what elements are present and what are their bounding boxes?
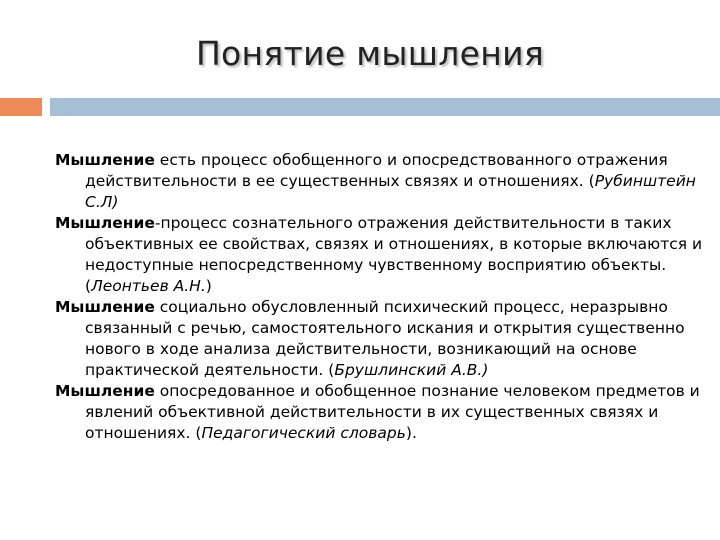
definition-item [55,381,707,444]
definition-text: социально обусловленный психический процесс, неразрывно связанный с речью, самостоятельного искания и открытия существенно нового в ходе анализа действительности, возникающий на основе практической деятельности. ( [85,298,685,379]
definition-term: Мышление [55,298,155,316]
definition-term: Мышление [55,214,155,232]
definition-item [55,150,707,213]
definition-text: есть процесс обобщенного и опосредствованного отражения действительности в ее существенных связях и отношениях. ( [85,151,668,190]
definition-source: Педагогический словарь [201,424,406,442]
definition-source: Брушлинский А.В.) [334,361,489,379]
blue-header-bar [50,98,720,116]
definition-term: Мышление [55,151,155,169]
orange-accent-bar [0,98,42,116]
definition-text: опосредованное и обобщенное познание человеком предметов и явлений объективной действительности в их существенных связях и отношениях. ( [85,382,700,442]
definition-item [55,297,707,381]
definition-tail: ) [205,277,212,295]
definition-term: Мышление [55,382,155,400]
definition-source: Леонтьев А.Н. [91,277,206,295]
slide-title: Понятие мышления [195,34,545,73]
definition-tail: ). [405,424,417,442]
definitions-list [55,150,707,444]
definition-source: Рубинштейн С.Л) [85,172,696,211]
definition-text: -процесс сознательного отражения действительности в таких объективных ее свойствах, связях и отношениях, в которые включаются и недоступные непосредственному чувственному восприятию объекты. ( [85,214,703,295]
definition-item [55,213,707,297]
